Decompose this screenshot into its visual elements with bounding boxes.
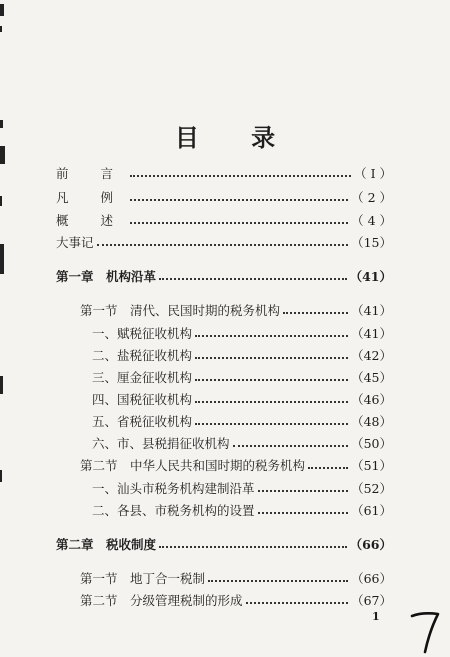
toc-entry-label: 前 言 bbox=[56, 166, 127, 181]
page-title: 目 录 bbox=[174, 123, 298, 152]
toc-entry-label: 五、省税征收机构 bbox=[92, 414, 193, 429]
toc-entry-label: 一、汕头市税务机构建制沿革 bbox=[92, 481, 255, 496]
toc-entry-page: （41） bbox=[349, 269, 392, 284]
toc-entry-label: 第二章 税收制度 bbox=[56, 537, 157, 552]
toc-entry-label: 大事记 bbox=[56, 235, 94, 250]
toc-entry-section-2-1[interactable] bbox=[80, 569, 392, 587]
toc-entry-page: （41） bbox=[351, 326, 392, 341]
toc-entry-label: 第二节 中华人民共和国时期的税务机构 bbox=[80, 458, 306, 473]
toc-entry-label: 凡 例 bbox=[56, 190, 127, 205]
toc-entry-item[interactable] bbox=[92, 434, 392, 452]
leader-dots bbox=[195, 335, 348, 337]
toc-entry-label: 六、市、县税捐征收机构 bbox=[92, 436, 230, 451]
toc-entry-page: （45） bbox=[351, 370, 392, 385]
toc-entry-page: （51） bbox=[351, 458, 392, 473]
toc-entry-item[interactable] bbox=[92, 501, 392, 519]
toc-entry-page: （52） bbox=[351, 481, 392, 496]
leader-dots bbox=[283, 312, 348, 314]
toc-entry-item[interactable] bbox=[92, 412, 392, 430]
toc-entry-chapter-1[interactable] bbox=[56, 267, 392, 285]
leader-dots bbox=[130, 175, 351, 177]
leader-dots bbox=[195, 401, 348, 403]
toc-entry-page: （66） bbox=[351, 571, 392, 586]
toc-entry-label: 概 述 bbox=[56, 213, 127, 228]
toc-entry-page: （ I ） bbox=[354, 166, 392, 181]
toc-entry-item[interactable] bbox=[92, 390, 392, 408]
left-edge-scan-marks bbox=[0, 0, 10, 657]
toc-entry-chapter-2[interactable] bbox=[56, 535, 392, 553]
toc-entry-page: （46） bbox=[351, 392, 392, 407]
leader-dots bbox=[258, 512, 349, 514]
toc-entry-page: （ 4 ） bbox=[351, 213, 392, 228]
toc-entry-chronicle[interactable] bbox=[56, 233, 392, 251]
toc-entry-page: （41） bbox=[351, 303, 392, 318]
leader-dots bbox=[258, 490, 349, 492]
page-number: 1 bbox=[372, 610, 380, 623]
toc-entry-item[interactable] bbox=[92, 368, 392, 386]
toc-entry-item[interactable] bbox=[92, 479, 392, 497]
toc-entry-conventions[interactable] bbox=[56, 188, 392, 206]
leader-dots bbox=[159, 278, 347, 280]
leader-dots bbox=[308, 467, 348, 469]
toc-entry-page: （50） bbox=[351, 436, 392, 451]
toc-entry-page: （66） bbox=[349, 537, 392, 552]
toc-entry-label: 四、国税征收机构 bbox=[92, 392, 193, 407]
toc-entry-item[interactable] bbox=[92, 346, 392, 364]
toc-entry-page: （67） bbox=[351, 593, 392, 608]
toc-entry-section-2-2[interactable] bbox=[80, 591, 392, 609]
leader-dots bbox=[97, 244, 349, 246]
toc-entry-label: 第一章 机构沿革 bbox=[56, 269, 157, 284]
leader-dots bbox=[246, 602, 349, 604]
handwritten-seven-mark bbox=[408, 608, 442, 654]
toc-entry-section-1-1[interactable] bbox=[80, 301, 392, 319]
toc-entry-item[interactable] bbox=[92, 324, 392, 342]
toc-entry-page: （42） bbox=[351, 348, 392, 363]
toc-entry-section-1-2[interactable] bbox=[80, 456, 392, 474]
leader-dots bbox=[159, 546, 347, 548]
leader-dots bbox=[195, 357, 348, 359]
toc-entry-label: 第一节 地丁合一税制 bbox=[80, 571, 206, 586]
leader-dots bbox=[130, 199, 348, 201]
toc-entry-page: （48） bbox=[351, 414, 392, 429]
toc-entry-label: 第二节 分级管理税制的形成 bbox=[80, 593, 243, 608]
leader-dots bbox=[130, 222, 348, 224]
toc-entry-page: （15） bbox=[351, 235, 392, 250]
leader-dots bbox=[233, 445, 349, 447]
toc-entry-preface[interactable] bbox=[56, 164, 392, 182]
toc-entry-overview[interactable] bbox=[56, 211, 392, 229]
toc-entry-page: （ 2 ） bbox=[351, 190, 392, 205]
toc-entry-label: 二、盐税征收机构 bbox=[92, 348, 193, 363]
toc-entry-label: 一、赋税征收机构 bbox=[92, 326, 193, 341]
leader-dots bbox=[195, 379, 348, 381]
leader-dots bbox=[208, 580, 348, 582]
toc-entry-label: 二、各县、市税务机构的设置 bbox=[92, 503, 255, 518]
toc-entry-label: 第一节 清代、民国时期的税务机构 bbox=[80, 303, 281, 318]
toc-entry-page: （61） bbox=[351, 503, 392, 518]
toc-entry-label: 三、厘金征收机构 bbox=[92, 370, 193, 385]
leader-dots bbox=[195, 423, 348, 425]
